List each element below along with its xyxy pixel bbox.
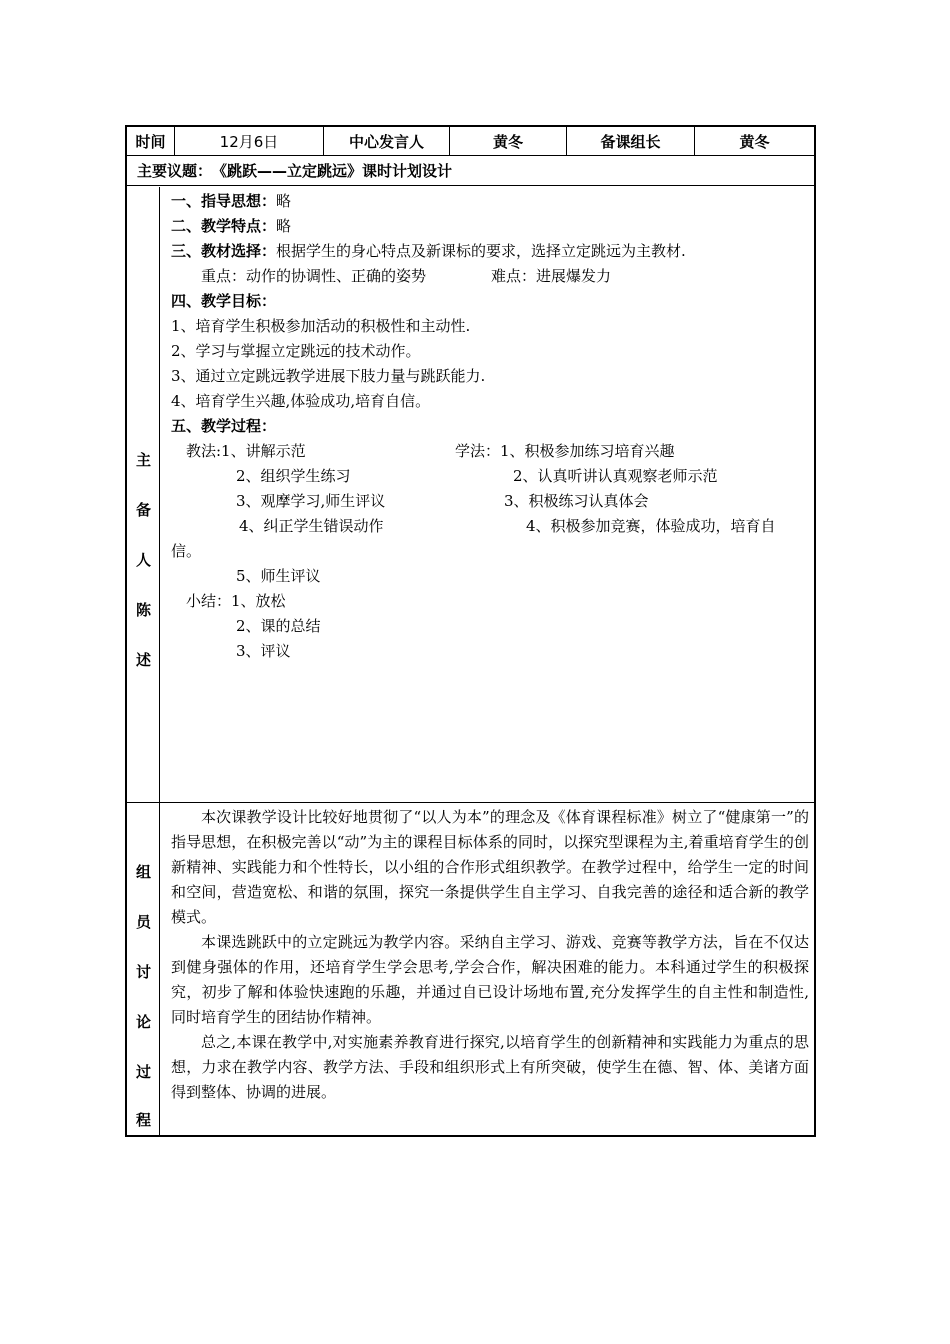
time-value: 12月6日 <box>175 127 324 155</box>
material-label: 三、教材选择： <box>171 242 277 260</box>
goal-item: 4、培育学生兴趣,体验成功,培育自信。 <box>171 392 431 410</box>
material-line <box>171 241 686 261</box>
summary-item: 3、评议 <box>236 642 291 660</box>
learning-method-wrap: 信。 <box>171 542 202 560</box>
guiding-line <box>171 191 291 211</box>
process-label: 五、教学过程： <box>171 417 277 435</box>
teaching-method: 4、纠正学生错误动作 <box>239 517 384 535</box>
time-label: 时间 <box>127 127 175 155</box>
discussion-section <box>127 803 814 1135</box>
side-char: 程 <box>135 1111 151 1129</box>
side-char: 备 <box>135 501 151 519</box>
lesson-plan-table <box>125 125 816 1137</box>
learning-method: 学法：1、积极参加练习培育兴趣 <box>455 442 675 460</box>
discussion-text <box>171 805 809 1105</box>
side-char: 组 <box>135 863 151 881</box>
discussion-paragraph: 总之,本课在教学中,对实施素养教育进行探究,以培育学生的创新精神和实践能力为重点的思想，力求在教学内容、教学方法、手段和组织形式上有所突破，使学生在德、智、体、美诸方面得到整体、协调的进展。 <box>171 1033 809 1101</box>
side-char: 过 <box>135 1063 151 1081</box>
header-row <box>127 127 814 156</box>
guiding-value: 略 <box>276 192 292 210</box>
side-char: 员 <box>135 913 151 931</box>
main-side-label <box>127 187 160 802</box>
learning-method: 3、积极练习认真体会 <box>504 492 649 510</box>
topic-value: 《跳跃——立定跳远》课时计划设计 <box>212 162 453 180</box>
goals-label: 四、教学目标： <box>171 292 277 310</box>
speaker-label: 中心发言人 <box>324 127 450 155</box>
summary-item: 2、课的总结 <box>236 617 321 635</box>
speaker-value: 黄冬 <box>450 127 567 155</box>
discussion-paragraph: 本课选跳跃中的立定跳远为教学内容。采纳自主学习、游戏、竞赛等教学方法，旨在不仅达到健身强体的作用，还培育学生学会思考,学会合作，解决困难的能力。本科通过学生的积极探究，初步了解和体验快速跑的乐趣，并通过自已设计场地布置,充分发挥学生的自主性和制造性,同时培育学生的团结协作精神。 <box>171 933 809 1026</box>
side-char: 论 <box>135 1013 151 1031</box>
material-value: 根据学生的身心特点及新课标的要求，选择立定跳远为主教材. <box>276 242 686 260</box>
side-char: 主 <box>135 451 151 469</box>
teaching-method: 3、观摩学习,师生评议 <box>236 492 386 510</box>
features-value: 略 <box>276 217 292 235</box>
discussion-side-label <box>127 803 160 1135</box>
leader-label: 备课组长 <box>567 127 695 155</box>
learning-method: 2、认真听讲认真观察老师示范 <box>513 467 718 485</box>
teaching-method: 2、组织学生练习 <box>236 467 351 485</box>
difficult-point: 难点：进展爆发力 <box>491 267 612 285</box>
topic-label: 主要议题： <box>137 162 213 180</box>
summary-item: 小结：1、放松 <box>186 592 286 610</box>
learning-method: 4、积极参加竞赛，体验成功，培育自 <box>526 517 776 535</box>
teaching-method: 教法:1、讲解示范 <box>186 442 306 460</box>
main-presentation-section <box>127 187 814 803</box>
side-char: 陈 <box>135 601 151 619</box>
topic-row <box>127 156 814 186</box>
goal-item: 1、培育学生积极参加活动的积极性和主动性. <box>171 317 471 335</box>
side-char: 人 <box>135 551 151 569</box>
side-char: 述 <box>135 651 151 669</box>
leader-value: 黄冬 <box>739 132 770 151</box>
goal-item: 2、学习与掌握立定跳远的技术动作。 <box>171 342 421 360</box>
discussion-paragraph: 本次课教学设计比较好地贯彻了“以人为本”的理念及《体育课程标准》树立了“健康第一”的指导思想，在积极完善以“动”为主的课程目标体系的同时，以探究型课程为主,着重培育学生的创新精神、实践能力和个性特长，以小组的合作形式组织教学。在教学过程中，给学生一定的时间和空间，营造宽松、和谐的氛围，探究一条提供学生自主学习、自我完善的途径和适合新的教学模式。 <box>171 808 809 926</box>
teaching-method: 5、师生评议 <box>236 567 321 585</box>
guiding-label: 一、指导思想： <box>171 192 277 210</box>
goal-item: 3、通过立定跳远教学进展下肢力量与跳跃能力. <box>171 367 486 385</box>
key-point: 重点：动作的协调性、正确的姿势 <box>201 267 427 285</box>
features-line <box>171 216 291 236</box>
side-char: 讨 <box>135 963 151 981</box>
features-label: 二、教学特点： <box>171 217 277 235</box>
